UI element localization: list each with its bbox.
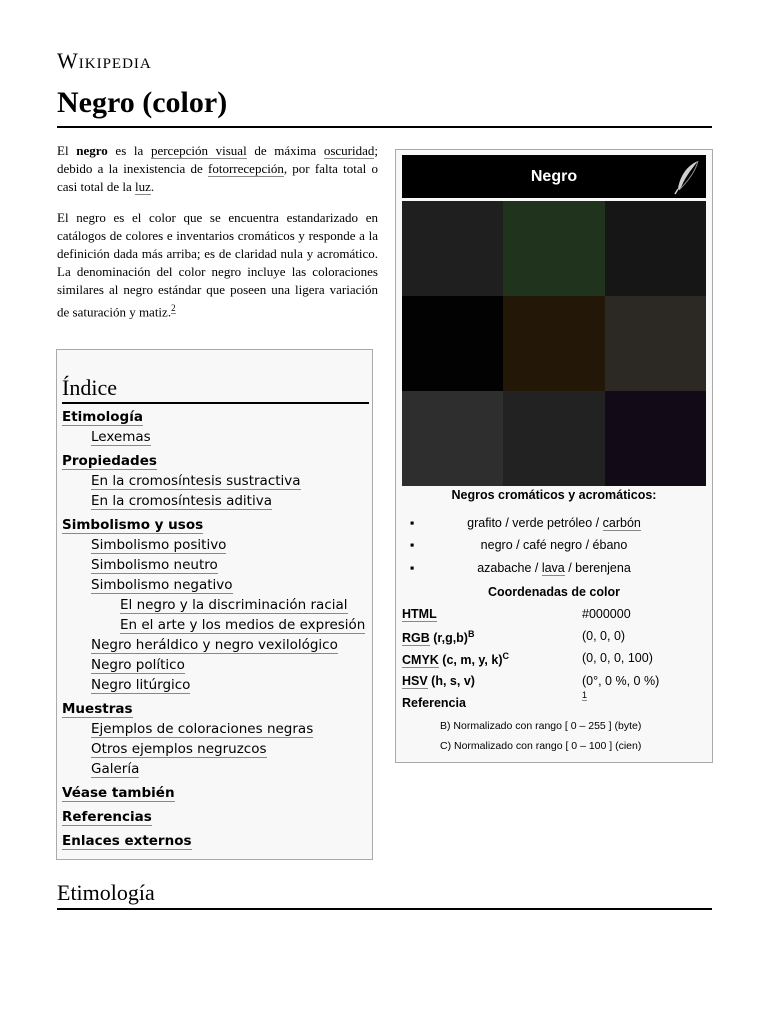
color-swatch xyxy=(605,296,706,391)
color-swatch xyxy=(503,201,604,296)
toc-item[interactable]: Galería xyxy=(91,761,140,777)
second-paragraph: El negro es el color que se encuentra estandarizado en catálogos de colores e inventarios cromáticos y responde a la definición dada más arriba; es de claridad nula y acromático. La denominación del color negro incluye las coloraciones similares al negro estándar que poseen una ligera variación de saturación y matiz.$^2$ xyxy=(57,210,378,320)
reference-2[interactable]: 2 xyxy=(171,303,176,313)
toc-item[interactable]: Simbolismo y usos xyxy=(62,517,204,533)
toc-item[interactable]: Lexemas xyxy=(91,429,151,445)
infobox-header xyxy=(402,155,706,198)
toc-item[interactable]: Véase también xyxy=(62,785,175,801)
toc-item[interactable]: Otros ejemplos negruzcos xyxy=(91,741,267,757)
swatch-caption: Negros cromáticos y acromáticos: xyxy=(451,488,657,502)
color-swatch-grid xyxy=(402,201,706,486)
toc-item[interactable]: Muestras xyxy=(62,701,133,717)
toc-item[interactable]: Simbolismo neutro xyxy=(91,557,218,573)
color-swatch xyxy=(402,296,503,391)
title-divider xyxy=(57,126,712,128)
link-rgb[interactable]: RGB xyxy=(402,631,430,646)
color-swatch xyxy=(605,201,706,296)
toc-item[interactable]: Simbolismo positivo xyxy=(91,537,227,553)
toc-item[interactable]: Negro político xyxy=(91,657,185,673)
link-luz[interactable]: luz xyxy=(134,179,151,194)
list-item: ▪ azabache / lava / berenjena xyxy=(410,561,631,575)
toc-item[interactable]: Negro heráldico y negro vexilológico xyxy=(91,637,338,653)
color-swatch xyxy=(605,391,706,486)
link-percepcion-visual[interactable]: percepción visual xyxy=(150,143,247,158)
toc-item[interactable]: Enlaces externos xyxy=(62,833,192,849)
toc-item[interactable]: En la cromosíntesis sustractiva xyxy=(91,473,301,489)
link-html[interactable]: HTML xyxy=(402,607,437,621)
toc-item[interactable]: El negro y la discriminación racial xyxy=(120,597,348,613)
color-swatch xyxy=(503,296,604,391)
link-carbon[interactable]: carbón xyxy=(602,516,641,530)
toc-item[interactable]: En la cromosíntesis aditiva xyxy=(91,493,272,509)
note-cmyk: C) Normalizado con rango [ 0 – 100 ] (cien) xyxy=(440,740,642,752)
toc-item[interactable]: Referencias xyxy=(62,809,152,825)
link-oscuridad[interactable]: oscuridad xyxy=(323,143,375,158)
page-title: Negro (color) xyxy=(57,86,228,119)
link-fotorrecepcion[interactable]: fotorrecepción xyxy=(208,161,284,176)
toc-item[interactable]: Negro litúrgico xyxy=(91,677,191,693)
section-heading-etimologia: Etimología xyxy=(57,880,155,905)
toc-item[interactable]: En el arte y los medios de expresión xyxy=(120,617,366,633)
toc-item[interactable]: Etimología xyxy=(62,409,143,425)
infobox-title: Negro xyxy=(530,168,578,185)
list-item: ▪ negro / café negro / ébano xyxy=(410,538,628,552)
table-of-contents xyxy=(56,349,373,860)
color-swatch xyxy=(503,391,604,486)
section-divider xyxy=(57,908,712,910)
link-cmyk[interactable]: CMYK xyxy=(402,653,439,668)
feather-icon xyxy=(672,159,702,195)
link-hsv[interactable]: HSV xyxy=(402,674,428,688)
wikipedia-wordmark[interactable]: Wikipedia xyxy=(57,48,152,73)
toc-item[interactable]: Simbolismo negativo xyxy=(91,577,233,593)
list-item: ▪ grafito / verde petróleo / carbón xyxy=(410,516,641,530)
reference-1[interactable]: 1 xyxy=(582,690,588,700)
link-lava[interactable]: lava xyxy=(541,561,565,575)
note-rgb: B) Normalizado con rango [ 0 – 255 ] (byte) xyxy=(440,720,642,732)
toc-item[interactable]: Propiedades xyxy=(62,453,157,469)
toc-item[interactable]: Ejemplos de coloraciones negras xyxy=(91,721,314,737)
color-infobox: Negro Negros cromáticos y acromáticos: ▪ grafito / verde petróleo / carbón ▪ negro / café negro / ébano ▪ azabache / lava / berenjena Coordenadas de color HTML #000000 RGB $(r,g,b)^B$ (0, 0, 0) CMYK (c, m, y, k)$^C$ (0, 0, 0, 100) HSV (h, s, v) (0°, 0 %, 0 %) Referencia $^1$ B) Normalizado con rango [ 0 – 255 ] (byte) C) Normalizado con rango [ 0 – 100 ] (cien) xyxy=(395,149,713,763)
coords-heading: Coordenadas de color xyxy=(488,585,620,599)
color-swatch xyxy=(402,201,503,296)
toc-divider xyxy=(62,402,369,404)
color-swatch xyxy=(402,391,503,486)
intro-paragraph: El negro es la percepción visual de máxima oscuridad; debido a la inexistencia de fotorrecepción, por falta total o casi total de la luz. xyxy=(57,143,379,194)
toc-title: Índice xyxy=(62,375,117,400)
